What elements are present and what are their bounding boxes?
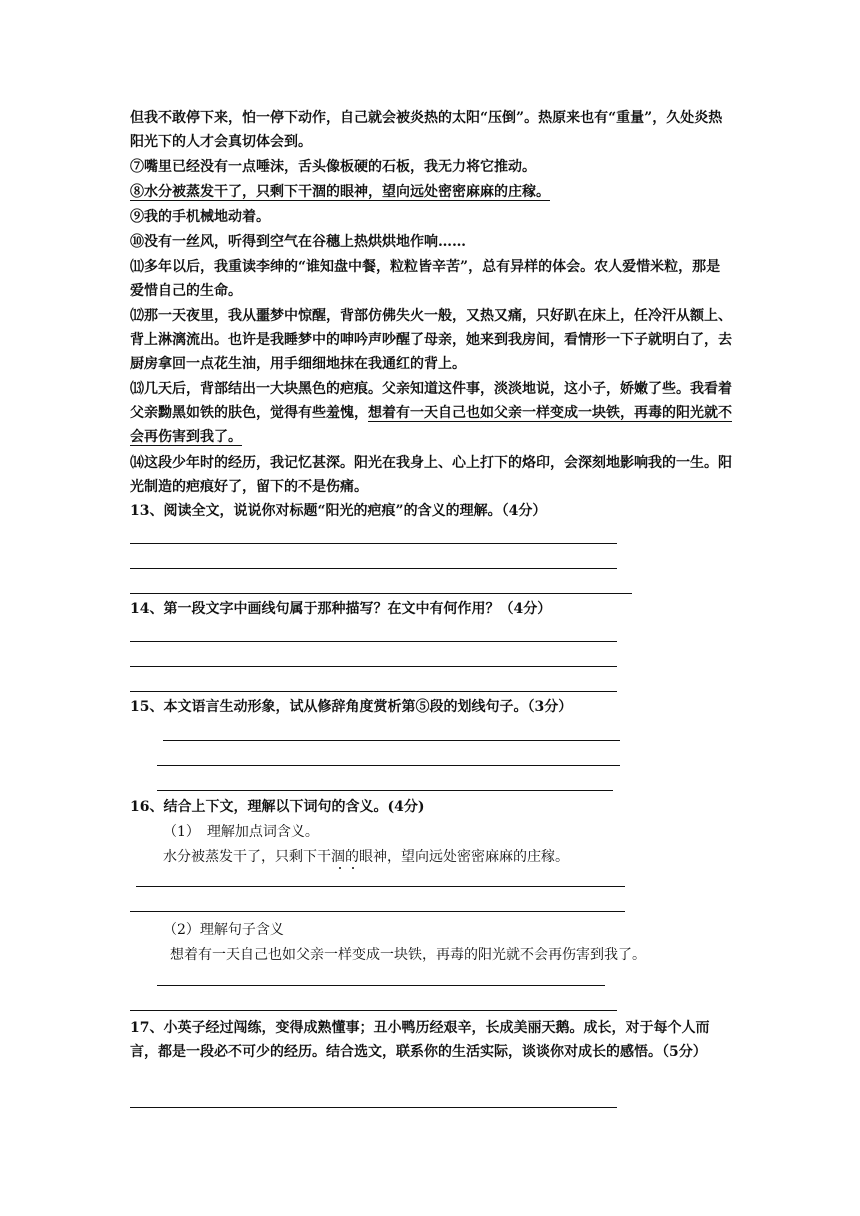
paragraph-9: ⑨我的手机械地动着。 (130, 209, 270, 225)
question-16-part-2-sentence: 想着有一天自己也如父亲一样变成一块铁，再毒的阳光就不会再伤害到我了。 (170, 947, 646, 963)
answer-line-13-1[interactable] (130, 543, 617, 544)
paragraph-7: ⑦嘴里已经没有一点唾沫，舌头像板硬的石板，我无力将它推动。 (130, 159, 536, 175)
question-13: 13、阅读全文，说说你对标题“阳光的疤痕”的含义的理解。（4分） (130, 503, 547, 519)
paragraph-12: ⑿那一天夜里，我从噩梦中惊醒，背部仿佛失火一般，又热又痛，只好趴在床上，任冷汗从额上、背上淋漓流出。也许是我睡梦中的呻吟声吵醒了母亲，她来到我房间，看情形一下子就明白了，去厨房拿回一点花生油，用手细细地抹在我通红的背上。 (130, 308, 732, 372)
paragraph-8 (130, 180, 734, 204)
question-14: 14、第一段文字中画线句属于那种描写？在文中有何作用？（4分） (130, 601, 552, 617)
underlined-sentence-8: ⑧水分被蒸发干了，只剩下干涸的眼神，望向远处密密麻麻的庄稼。 (130, 184, 550, 200)
answer-line-14-1[interactable] (130, 641, 617, 642)
answer-line-16-1-2[interactable] (130, 911, 625, 912)
answer-line-16-1-1[interactable] (136, 886, 625, 887)
answer-line-16-2-2[interactable] (130, 1010, 617, 1011)
emphasis-dot (339, 867, 341, 869)
paragraph-13-text: ⒀几天后，背部结出一大块黑色的疤痕。父亲知道这件事，淡淡地说，这小子，娇嫩了些。我看着父亲黝黑如铁的肤色，觉得有些羞愧， (130, 381, 732, 421)
question-16-part-1-label: （1） 理解加点词含义。 (163, 824, 319, 840)
question-15: 15、本文语言生动形象，试从修辞角度赏析第⑤段的划线句子。（3分） (130, 699, 573, 715)
answer-line-13-3[interactable] (130, 593, 632, 594)
emphasis-dot (352, 867, 354, 869)
paragraph-13 (130, 377, 734, 449)
answer-line-16-2-1[interactable] (157, 985, 605, 986)
paragraph-14: ⒁这段少年时的经历，我记忆甚深。阳光在我身上、心上打下的烙印，会深刻地影响我的一生。阳光制造的疤痕好了，留下的不是伤痛。 (130, 455, 732, 495)
answer-line-15-2[interactable] (157, 765, 620, 766)
answer-line-15-1[interactable] (163, 740, 620, 741)
paragraph-10: ⑩没有一丝风，听得到空气在谷穗上热烘烘地作响…… (130, 234, 466, 250)
answer-line-14-2[interactable] (130, 666, 617, 667)
question-16-part-1-sentence: 水分被蒸发干了，只剩下干涸的眼神，望向远处密密麻麻的庄稼。 (163, 849, 569, 865)
answer-line-14-3[interactable] (130, 691, 617, 692)
underlined-sentence-13: 想着有一天自己也如父亲一样变成一块铁，再毒的阳光就不会再伤害到我了。 (130, 405, 732, 445)
answer-line-15-3[interactable] (157, 790, 613, 791)
answer-line-13-2[interactable] (130, 568, 617, 569)
paragraph-continued: 但我不敢停下来，怕一停下动作，自己就会被炎热的太阳“压倒”。热原来也有“重量”，久处炎热阳光下的人才会真切体会到。 (130, 110, 723, 150)
paragraph-11: ⑾多年以后，我重读李绅的“谁知盘中餐，粒粒皆辛苦”，总有异样的体会。农人爱惜米粒，那是爱惜自己的生命。 (130, 259, 721, 299)
question-16: 16、结合上下文，理解以下词句的含义。(4分) (130, 799, 425, 815)
question-16-part-2-label: （2）理解句子含义 (163, 922, 284, 938)
answer-line-17-1[interactable] (130, 1107, 617, 1108)
question-17: 17、小英子经过闯练，变得成熟懂事；丑小鸭历经艰辛，长成美丽天鹅。成长，对于每个人而言，都是一段必不可少的经历。结合选文，联系你的生活实际，谈谈你对成长的感悟。（5分） (130, 1020, 710, 1060)
